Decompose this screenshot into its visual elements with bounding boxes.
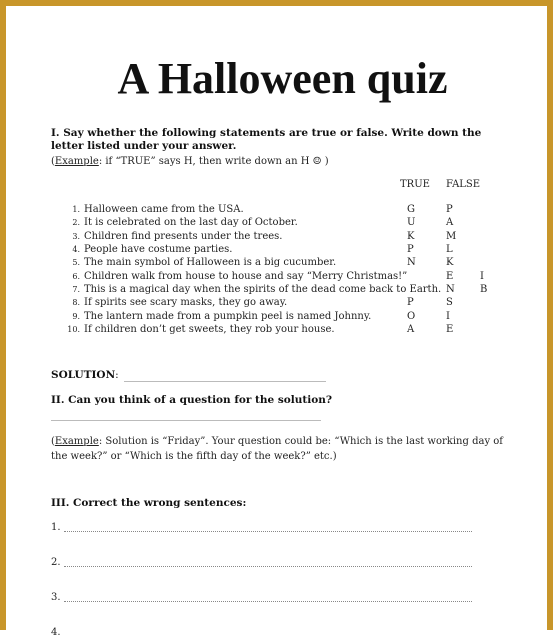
false-letter: I xyxy=(446,310,450,322)
question-text: The main symbol of Halloween is a big cucumber. xyxy=(84,257,337,269)
correction-line[interactable] xyxy=(64,601,472,602)
question-row xyxy=(6,270,559,283)
question-row xyxy=(6,296,559,309)
extra-letter: I xyxy=(480,270,484,282)
false-letter: A xyxy=(446,217,454,229)
question-number: 5. xyxy=(72,258,80,268)
extra-letter: B xyxy=(480,284,488,296)
example-label: Example xyxy=(54,436,99,447)
question-number: 7. xyxy=(72,285,80,295)
page-title: A Halloween quiz xyxy=(117,54,448,103)
correction-number: 3. xyxy=(51,592,61,603)
true-letter: G xyxy=(407,204,415,215)
example-label: Example xyxy=(54,156,99,167)
section-1-heading: I. Say whether the following statements are true or false. Write down the letter listed under your answer. xyxy=(51,127,482,152)
question-text: Halloween came from the USA. xyxy=(84,204,244,215)
question-text: It is celebrated on the last day of October. xyxy=(84,217,298,229)
question-row xyxy=(6,216,559,229)
true-letter: N xyxy=(407,257,416,269)
section-2-example: (Example: Solution is “Friday”. Your question could be: “Which is the last working day of the week?” or “Which is the fifth day of the week?” etc.) xyxy=(51,436,503,462)
question-number: 4. xyxy=(72,245,80,255)
question-text: Children find presents under the trees. xyxy=(84,230,283,242)
question-row xyxy=(6,323,559,336)
false-letter: M xyxy=(446,230,457,242)
false-letter: L xyxy=(446,244,453,256)
section-3-heading: III. Correct the wrong sentences: xyxy=(51,497,247,509)
question-number: 2. xyxy=(72,218,80,228)
column-false-header: FALSE xyxy=(446,179,481,190)
question-text: This is a magical day when the spirits of the dead come back to Earth. xyxy=(84,284,442,296)
false-letter: E xyxy=(446,270,454,282)
true-letter: U xyxy=(407,217,416,229)
question-text: People have costume parties. xyxy=(84,244,233,256)
question-number: 9. xyxy=(72,311,80,321)
correction-number: 2. xyxy=(51,557,61,568)
solution-answer-line[interactable] xyxy=(124,381,326,382)
false-letter: E xyxy=(446,324,454,336)
column-true-header: TRUE xyxy=(400,179,430,190)
question-number: 6. xyxy=(72,271,80,281)
question-row xyxy=(6,230,559,243)
true-letter: P xyxy=(407,297,414,309)
correction-line[interactable] xyxy=(64,531,472,532)
question-text: If children don’t get sweets, they rob your house. xyxy=(84,324,335,336)
section-1-example: (Example: if “TRUE” says H, then write down an H ☺ ) xyxy=(51,156,329,167)
correction-line[interactable] xyxy=(64,566,472,567)
question-number: 3. xyxy=(72,231,80,241)
question-row xyxy=(6,256,559,269)
question-row xyxy=(6,310,559,323)
question-row xyxy=(6,283,559,296)
false-letter: N xyxy=(446,284,455,296)
question-row xyxy=(6,243,559,256)
question-number: 1. xyxy=(72,205,80,214)
question-text: The lantern made from a pumpkin peel is named Johnny. xyxy=(84,310,372,322)
question-text: If spirits see scary masks, they go away. xyxy=(84,297,288,309)
false-letter: K xyxy=(446,257,454,269)
false-letter: S xyxy=(446,297,453,309)
question-text: Children walk from house to house and say “Merry Christmas!” xyxy=(84,270,408,282)
true-letter: K xyxy=(407,230,415,242)
true-letter: P xyxy=(407,244,414,256)
question-number: 8. xyxy=(72,298,80,308)
correction-number: 4. xyxy=(51,627,61,638)
question-number: 10. xyxy=(67,325,80,335)
true-letter: A xyxy=(407,324,415,336)
question-answer-line[interactable] xyxy=(51,420,321,421)
solution-label: SOLUTION: xyxy=(51,369,119,381)
true-letter: O xyxy=(407,310,416,322)
section-2-heading: II. Can you think of a question for the solution? xyxy=(51,394,333,406)
correction-number: 1. xyxy=(51,522,61,533)
false-letter: P xyxy=(446,204,453,215)
question-row xyxy=(6,203,559,216)
